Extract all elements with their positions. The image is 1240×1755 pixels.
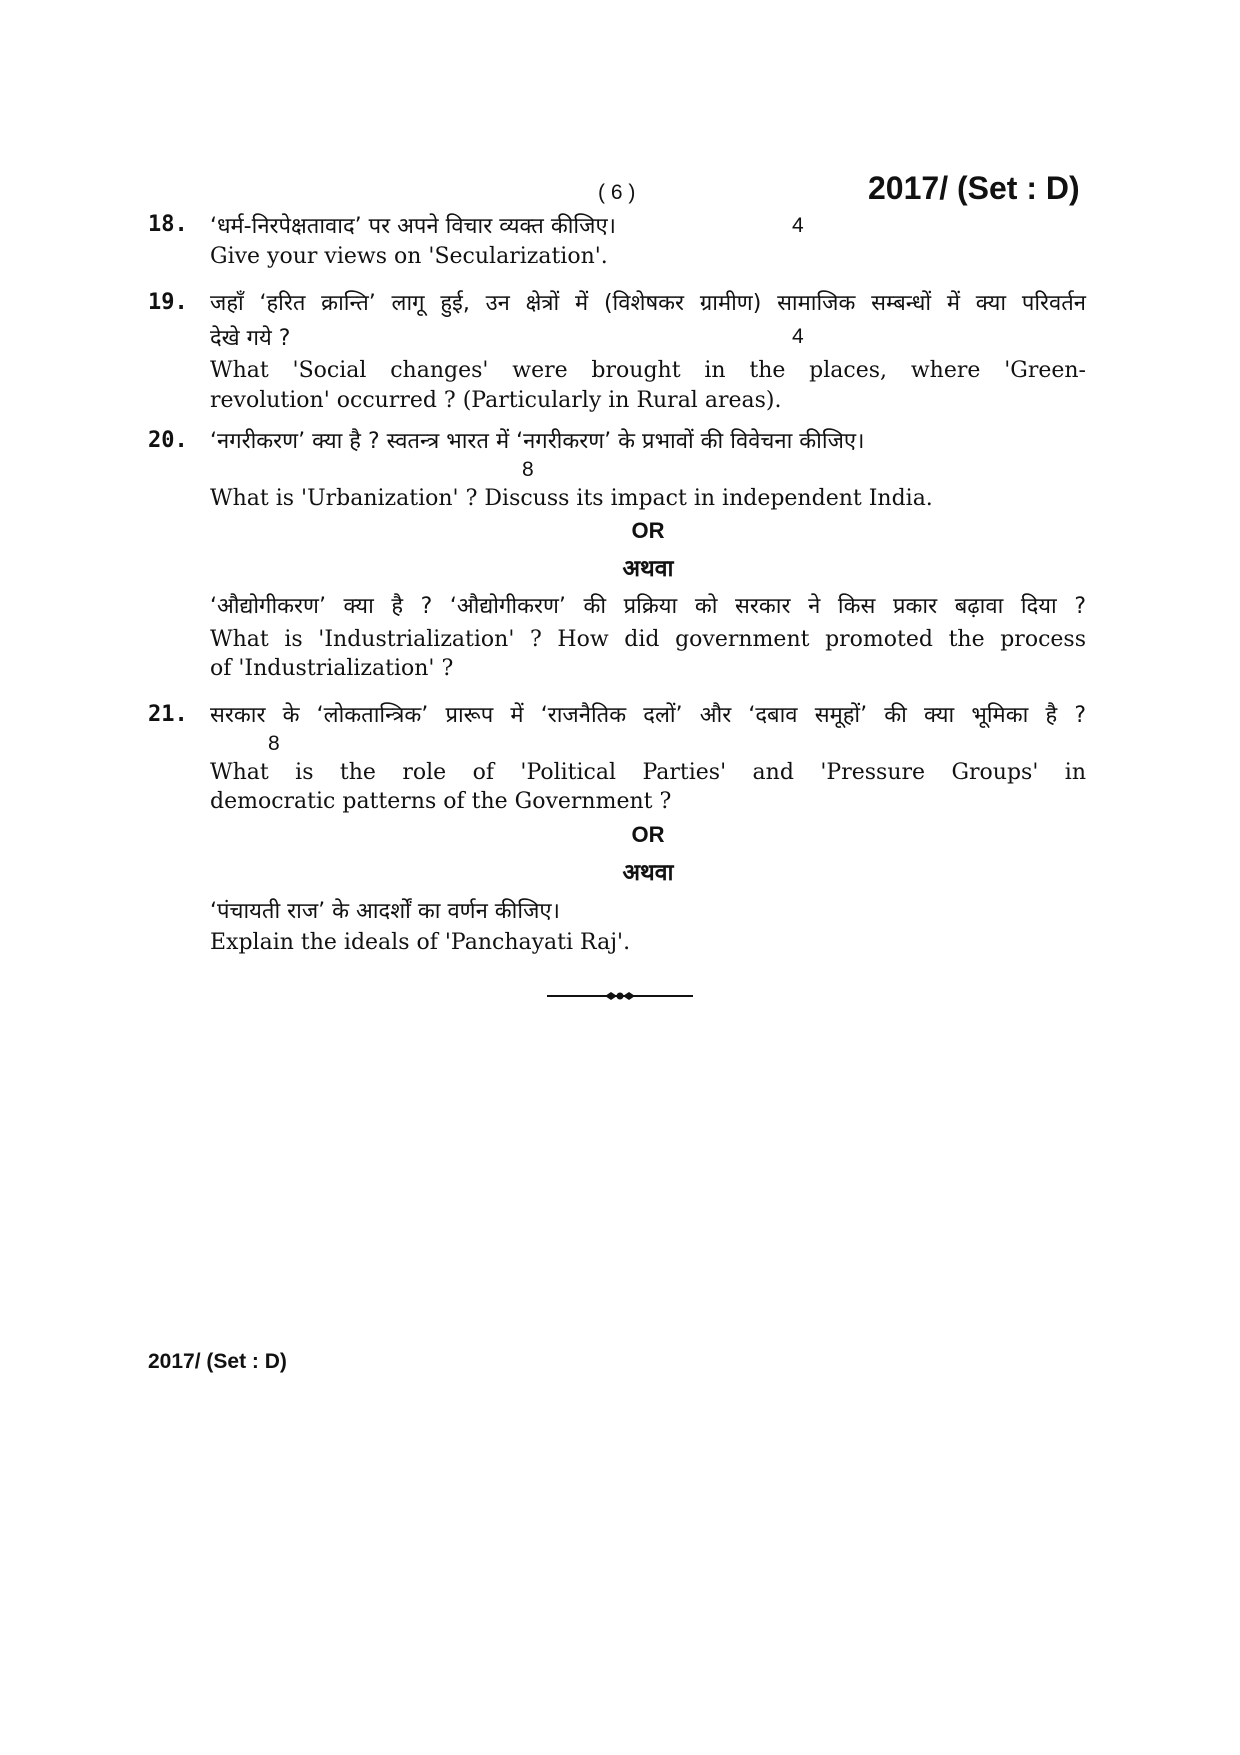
q19-hindi-line2: देखे गये ?	[210, 326, 291, 351]
q18-english: Give your views on 'Secularization'.	[210, 244, 608, 269]
q19-english-line2: revolution' occurred ? (Particularly in Rural areas).	[210, 388, 782, 413]
question-number-21: 21.	[148, 702, 188, 727]
q21-alt-hindi: ‘पंचायती राज’ के आदर्शों का वर्णन कीजिए।	[210, 899, 560, 924]
page-number: ( 6 )	[598, 181, 636, 204]
q19-marks: 4	[792, 325, 804, 348]
q21-marks: 8	[268, 732, 280, 755]
q19-hindi-line1: जहाँ ‘हरित क्रान्ति’ लागू हुई, उन क्षेत्रों में (विशेषकर ग्रामीण) सामाजिक सम्बन्धों में क्या परिवर्तन	[210, 291, 1086, 316]
q18-hindi: ‘धर्म-निरपेक्षतावाद’ पर अपने विचार व्यक्त कीजिए।	[210, 214, 616, 239]
q20-alt-english-line2: of 'Industrialization' ?	[210, 656, 454, 681]
q20-alt-hindi: ‘औद्योगीकरण’ क्या है ? ‘औद्योगीकरण’ की प्रक्रिया को सरकार ने किस प्रकार बढ़ावा दिया ?	[210, 594, 1086, 619]
q20-alt-english-line1: What is 'Industrialization' ? How did government promoted the process	[210, 627, 1086, 652]
q18-marks: 4	[792, 214, 804, 237]
q20-hindi: ‘नगरीकरण’ क्या है ? स्वतन्त्र भारत में ‘नगरीकरण’ के प्रभावों की विवेचना कीजिए।	[210, 429, 865, 454]
q21-or-english: OR	[631, 822, 665, 847]
q21-alt-english: Explain the ideals of 'Panchayati Raj'.	[210, 930, 631, 955]
q20-or-english: OR	[631, 518, 665, 543]
q21-english-line1: What is the role of 'Political Parties' and 'Pressure Groups' in	[210, 760, 1086, 785]
set-label-footer: 2017/ (Set : D)	[148, 1350, 287, 1373]
question-number-18: 18.	[148, 212, 188, 237]
question-number-20: 20.	[148, 428, 188, 453]
end-ornament	[545, 986, 695, 1006]
q20-or-hindi: अथवा	[622, 556, 674, 582]
q20-english: What is 'Urbanization' ? Discuss its impact in independent India.	[210, 486, 933, 511]
q21-english-line2: democratic patterns of the Government ?	[210, 789, 672, 814]
q20-marks: 8	[522, 458, 534, 481]
q19-english-line1: What 'Social changes' were brought in the places, where 'Green-	[210, 358, 1086, 383]
q21-or-hindi: अथवा	[622, 860, 674, 886]
question-number-19: 19.	[148, 290, 188, 315]
q21-hindi: सरकार के ‘लोकतान्त्रिक’ प्रारूप में ‘राजनैतिक दलों’ और ‘दबाव समूहों’ की क्या भूमिका है ?	[210, 703, 1086, 728]
set-label-header: 2017/ (Set : D)	[868, 170, 1080, 206]
